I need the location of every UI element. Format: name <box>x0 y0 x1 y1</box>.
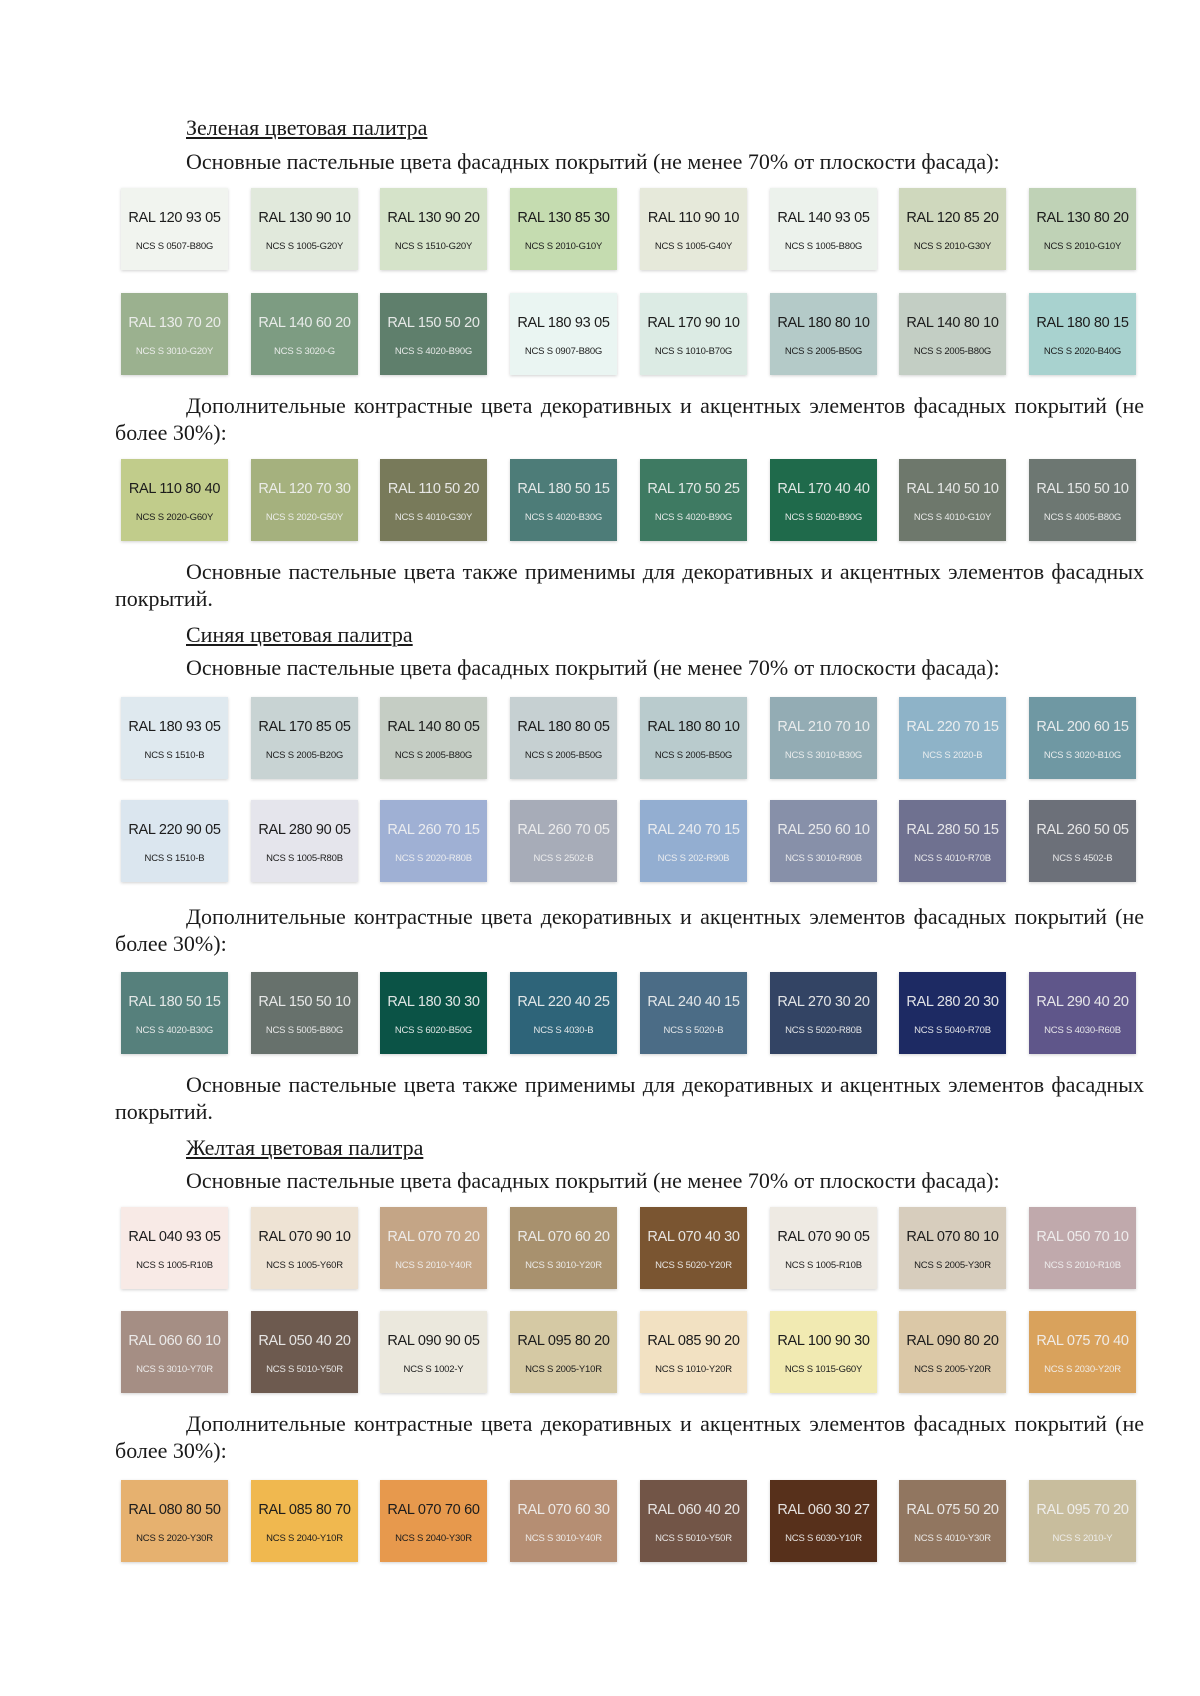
ncs-code: NCS S 2005-B50G <box>654 750 733 761</box>
color-swatch <box>640 1207 747 1289</box>
ral-code: RAL 220 70 15 <box>906 719 999 735</box>
ral-code: RAL 040 93 05 <box>128 1229 221 1245</box>
color-swatch <box>640 188 747 270</box>
color-swatch <box>770 293 877 375</box>
ral-code: RAL 180 50 15 <box>128 994 221 1010</box>
color-swatch <box>510 188 617 270</box>
ral-code: RAL 260 50 05 <box>1036 822 1129 838</box>
color-swatch <box>121 1480 228 1562</box>
swatch-row <box>121 188 1137 270</box>
ncs-code: NCS S 1005-R10B <box>136 1260 213 1271</box>
color-swatch <box>1029 697 1136 779</box>
ncs-code: NCS S 2010-G10Y <box>1043 241 1122 252</box>
ral-code: RAL 180 80 15 <box>1036 315 1129 331</box>
accent-colors-caption: Дополнительные контрастные цвета декоративных и акцентных элементов фасадных покрытий (не более 30%): <box>115 904 1144 956</box>
ral-code: RAL 060 40 20 <box>647 1502 740 1518</box>
color-swatch <box>510 1311 617 1393</box>
color-swatch <box>640 800 747 882</box>
accent-colors-caption: Дополнительные контрастные цвета декоративных и акцентных элементов фасадных покрытий (не более 30%): <box>115 1411 1144 1463</box>
ral-code: RAL 070 40 30 <box>647 1229 740 1245</box>
ncs-code: NCS S 2020-B40G <box>1043 346 1122 357</box>
color-swatch <box>770 697 877 779</box>
ral-code: RAL 120 85 20 <box>906 210 999 226</box>
ncs-code: NCS S 2020-Y30R <box>136 1533 213 1544</box>
ral-code: RAL 180 80 10 <box>647 719 740 735</box>
ral-code: RAL 100 90 30 <box>777 1333 870 1349</box>
ral-code: RAL 180 80 10 <box>777 315 870 331</box>
ncs-code: NCS S 2020-G60Y <box>135 512 214 523</box>
ral-code: RAL 070 90 05 <box>777 1229 870 1245</box>
color-swatch <box>1029 800 1136 882</box>
ral-code: RAL 140 80 05 <box>387 719 480 735</box>
ral-code: RAL 150 50 20 <box>387 315 480 331</box>
color-swatch <box>510 972 617 1054</box>
ncs-code: NCS S 3010-Y20R <box>525 1260 602 1271</box>
color-swatch <box>899 459 1006 541</box>
ral-code: RAL 290 40 20 <box>1036 994 1129 1010</box>
ral-code: RAL 095 70 20 <box>1036 1502 1129 1518</box>
ral-code: RAL 130 80 20 <box>1036 210 1129 226</box>
color-swatch <box>380 697 487 779</box>
ncs-code: NCS S 1005-R80B <box>266 853 343 864</box>
ral-code: RAL 210 70 10 <box>777 719 870 735</box>
ral-code: RAL 090 90 05 <box>387 1333 480 1349</box>
color-swatch <box>121 1207 228 1289</box>
ncs-code: NCS S 2020-B <box>922 750 983 761</box>
ral-code: RAL 240 40 15 <box>647 994 740 1010</box>
color-swatch <box>899 800 1006 882</box>
ncs-code: NCS S 1010-B70G <box>654 346 733 357</box>
color-swatch <box>770 972 877 1054</box>
color-swatch <box>510 1480 617 1562</box>
color-swatch <box>1029 1480 1136 1562</box>
ral-code: RAL 080 80 50 <box>128 1502 221 1518</box>
ncs-code: NCS S 1510-B <box>144 853 205 864</box>
ncs-code: NCS S 1002-Y <box>403 1364 464 1375</box>
swatch-row <box>121 459 1137 541</box>
ncs-code: NCS S 2005-Y20R <box>914 1364 991 1375</box>
color-swatch <box>380 1207 487 1289</box>
color-swatch <box>121 1311 228 1393</box>
color-swatch <box>770 800 877 882</box>
ral-code: RAL 140 60 20 <box>258 315 351 331</box>
color-swatch <box>380 800 487 882</box>
ral-code: RAL 090 80 20 <box>906 1333 999 1349</box>
ncs-code: NCS S 1005-B80G <box>784 241 863 252</box>
ral-code: RAL 085 90 20 <box>647 1333 740 1349</box>
ral-code: RAL 110 50 20 <box>387 481 480 497</box>
ncs-code: NCS S 2010-Y <box>1052 1533 1113 1544</box>
color-swatch <box>640 972 747 1054</box>
color-swatch <box>251 800 358 882</box>
color-swatch <box>899 697 1006 779</box>
color-swatch <box>380 972 487 1054</box>
color-swatch <box>1029 972 1136 1054</box>
ncs-code: NCS S 5005-B80G <box>265 1025 344 1036</box>
ral-code: RAL 070 60 30 <box>517 1502 610 1518</box>
ncs-code: NCS S 2005-Y30R <box>914 1260 991 1271</box>
swatch-row <box>121 697 1137 779</box>
color-swatch <box>510 293 617 375</box>
ral-code: RAL 130 90 20 <box>387 210 480 226</box>
ncs-code: NCS S 2005-B80G <box>913 346 992 357</box>
ral-code: RAL 070 70 20 <box>387 1229 480 1245</box>
color-swatch <box>380 293 487 375</box>
color-swatch <box>770 1480 877 1562</box>
ral-code: RAL 130 90 10 <box>258 210 351 226</box>
ncs-code: NCS S 6020-B50G <box>394 1025 473 1036</box>
ncs-code: NCS S 4502-B <box>1052 853 1113 864</box>
color-swatch <box>380 1480 487 1562</box>
ral-code: RAL 220 90 05 <box>128 822 221 838</box>
section-heading-yellow: Желтая цветовая палитра <box>186 1135 424 1160</box>
ral-code: RAL 140 93 05 <box>777 210 870 226</box>
ral-code: RAL 060 60 10 <box>128 1333 221 1349</box>
ncs-code: NCS S 6030-Y10R <box>785 1533 862 1544</box>
color-swatch <box>380 188 487 270</box>
section-heading-blue: Синяя цветовая палитра <box>186 622 413 647</box>
note-paragraph: Основные пастельные цвета также применимы для декоративных и акцентных элементов фасадных покрытий. <box>115 559 1144 611</box>
ncs-code: NCS S 2030-Y20R <box>1044 1364 1121 1375</box>
swatch-row <box>121 800 1137 882</box>
ral-code: RAL 095 80 20 <box>517 1333 610 1349</box>
ncs-code: NCS S 1015-G60Y <box>784 1364 863 1375</box>
ncs-code: NCS S 2010-Y40R <box>395 1260 472 1271</box>
color-swatch <box>640 459 747 541</box>
ncs-code: NCS S 2010-G30Y <box>913 241 992 252</box>
color-swatch <box>251 459 358 541</box>
ncs-code: NCS S 3020-B10G <box>1043 750 1122 761</box>
color-swatch <box>121 972 228 1054</box>
color-swatch <box>899 1480 1006 1562</box>
main-colors-caption: Основные пастельные цвета фасадных покрытий (не менее 70% от плоскости фасада): <box>186 1168 1000 1193</box>
swatch-row <box>121 293 1137 375</box>
ncs-code: NCS S 4020-B90G <box>654 512 733 523</box>
color-swatch <box>251 697 358 779</box>
ncs-code: NCS S 1005-R10B <box>785 1260 862 1271</box>
ral-code: RAL 140 50 10 <box>906 481 999 497</box>
ral-code: RAL 120 70 30 <box>258 481 351 497</box>
ncs-code: NCS S 2020-G50Y <box>265 512 344 523</box>
ncs-code: NCS S 1510-B <box>144 750 205 761</box>
color-swatch <box>899 1311 1006 1393</box>
ncs-code: NCS S 1005-G40Y <box>654 241 733 252</box>
ncs-code: NCS S 3010-B30G <box>784 750 863 761</box>
ral-code: RAL 260 70 15 <box>387 822 480 838</box>
ncs-code: NCS S 4020-B30G <box>135 1025 214 1036</box>
ral-code: RAL 060 30 27 <box>777 1502 870 1518</box>
ral-code: RAL 110 80 40 <box>128 481 221 497</box>
ncs-code: NCS S 3010-G20Y <box>135 346 214 357</box>
ral-code: RAL 280 90 05 <box>258 822 351 838</box>
color-swatch <box>899 1207 1006 1289</box>
color-swatch <box>121 697 228 779</box>
accent-colors-caption: Дополнительные контрастные цвета декоративных и акцентных элементов фасадных покрытий (не более 30%): <box>115 393 1144 445</box>
ral-code: RAL 260 70 05 <box>517 822 610 838</box>
color-swatch <box>380 459 487 541</box>
ncs-code: NCS S 2040-Y10R <box>266 1533 343 1544</box>
swatch-row <box>121 972 1137 1054</box>
ral-code: RAL 070 70 60 <box>387 1502 480 1518</box>
ncs-code: NCS S 2020-R80B <box>395 853 472 864</box>
ncs-code: NCS S 2005-B50G <box>524 750 603 761</box>
color-swatch <box>121 188 228 270</box>
ral-code: RAL 120 93 05 <box>128 210 221 226</box>
ncs-code: NCS S 4020-B30G <box>524 512 603 523</box>
ral-code: RAL 170 90 10 <box>647 315 740 331</box>
swatch-row <box>121 1480 1137 1562</box>
color-swatch <box>510 800 617 882</box>
color-swatch <box>251 293 358 375</box>
ncs-code: NCS S 5040-R70B <box>914 1025 991 1036</box>
ncs-code: NCS S 3010-Y40R <box>525 1533 602 1544</box>
color-swatch <box>251 972 358 1054</box>
color-swatch <box>251 1311 358 1393</box>
color-swatch <box>640 1311 747 1393</box>
color-swatch <box>251 188 358 270</box>
ncs-code: NCS S 2005-Y10R <box>525 1364 602 1375</box>
color-swatch <box>1029 1207 1136 1289</box>
ral-code: RAL 250 60 10 <box>777 822 870 838</box>
ral-code: RAL 075 50 20 <box>906 1502 999 1518</box>
color-swatch <box>770 1311 877 1393</box>
ncs-code: NCS S 1510-G20Y <box>394 241 473 252</box>
color-swatch <box>770 1207 877 1289</box>
color-swatch <box>770 188 877 270</box>
color-swatch <box>640 1480 747 1562</box>
color-swatch <box>1029 293 1136 375</box>
ral-code: RAL 075 70 40 <box>1036 1333 1129 1349</box>
section-heading-green: Зеленая цветовая палитра <box>186 115 428 140</box>
ral-code: RAL 130 85 30 <box>517 210 610 226</box>
ncs-code: NCS S 1010-Y20R <box>655 1364 732 1375</box>
ral-code: RAL 150 50 10 <box>258 994 351 1010</box>
ncs-code: NCS S 3010-Y70R <box>136 1364 213 1375</box>
ral-code: RAL 070 80 10 <box>906 1229 999 1245</box>
ral-code: RAL 280 20 30 <box>906 994 999 1010</box>
ral-code: RAL 130 70 20 <box>128 315 221 331</box>
ral-code: RAL 200 60 15 <box>1036 719 1129 735</box>
ncs-code: NCS S 5020-R80B <box>785 1025 862 1036</box>
color-swatch <box>1029 1311 1136 1393</box>
ral-code: RAL 140 80 10 <box>906 315 999 331</box>
ral-code: RAL 170 40 40 <box>777 481 870 497</box>
ncs-code: NCS S 1005-Y60R <box>266 1260 343 1271</box>
ncs-code: NCS S 0907-B80G <box>524 346 603 357</box>
ral-code: RAL 050 40 20 <box>258 1333 351 1349</box>
color-swatch <box>251 1480 358 1562</box>
main-colors-caption: Основные пастельные цвета фасадных покрытий (не менее 70% от плоскости фасада): <box>186 149 1000 174</box>
ral-code: RAL 170 85 05 <box>258 719 351 735</box>
ral-code: RAL 085 80 70 <box>258 1502 351 1518</box>
color-swatch <box>380 1311 487 1393</box>
ncs-code: NCS S 2005-B20G <box>265 750 344 761</box>
ncs-code: NCS S 5020-B90G <box>784 512 863 523</box>
ral-code: RAL 270 30 20 <box>777 994 870 1010</box>
ral-code: RAL 070 90 10 <box>258 1229 351 1245</box>
ncs-code: NCS S 4010-G10Y <box>913 512 992 523</box>
color-swatch <box>121 293 228 375</box>
ncs-code: NCS S 4010-R70B <box>914 853 991 864</box>
ncs-code: NCS S 4020-B90G <box>394 346 473 357</box>
ral-code: RAL 150 50 10 <box>1036 481 1129 497</box>
ral-code: RAL 110 90 10 <box>647 210 740 226</box>
color-swatch <box>899 972 1006 1054</box>
color-swatch <box>899 293 1006 375</box>
color-swatch <box>1029 459 1136 541</box>
ncs-code: NCS S 2005-B80G <box>394 750 473 761</box>
ncs-code: NCS S 202-R90B <box>657 853 730 864</box>
color-swatch <box>770 459 877 541</box>
ncs-code: NCS S 4005-B80G <box>1043 512 1122 523</box>
color-swatch <box>510 1207 617 1289</box>
ncs-code: NCS S 2010-G10Y <box>524 241 603 252</box>
ncs-code: NCS S 4030-R60B <box>1044 1025 1121 1036</box>
ncs-code: NCS S 1005-G20Y <box>265 241 344 252</box>
ncs-code: NCS S 3010-R90B <box>785 853 862 864</box>
ral-code: RAL 070 60 20 <box>517 1229 610 1245</box>
ral-code: RAL 180 50 15 <box>517 481 610 497</box>
ral-code: RAL 180 80 05 <box>517 719 610 735</box>
ncs-code: NCS S 5010-Y50R <box>266 1364 343 1375</box>
ncs-code: NCS S 2005-B50G <box>784 346 863 357</box>
ncs-code: NCS S 4030-B <box>533 1025 594 1036</box>
swatch-row <box>121 1311 1137 1393</box>
ncs-code: NCS S 4010-G30Y <box>394 512 473 523</box>
color-swatch <box>640 293 747 375</box>
ral-code: RAL 280 50 15 <box>906 822 999 838</box>
ncs-code: NCS S 3020-G <box>274 346 335 357</box>
ral-code: RAL 180 93 05 <box>517 315 610 331</box>
color-swatch <box>640 697 747 779</box>
ncs-code: NCS S 5020-B <box>663 1025 724 1036</box>
ncs-code: NCS S 5010-Y50R <box>655 1533 732 1544</box>
color-swatch <box>510 459 617 541</box>
swatch-row <box>121 1207 1137 1289</box>
color-swatch <box>1029 188 1136 270</box>
ral-code: RAL 050 70 10 <box>1036 1229 1129 1245</box>
ral-code: RAL 170 50 25 <box>647 481 740 497</box>
color-swatch <box>510 697 617 779</box>
color-swatch <box>251 1207 358 1289</box>
color-swatch <box>899 188 1006 270</box>
note-paragraph: Основные пастельные цвета также применимы для декоративных и акцентных элементов фасадных покрытий. <box>115 1072 1144 1124</box>
ral-code: RAL 220 40 25 <box>517 994 610 1010</box>
ncs-code: NCS S 0507-B80G <box>135 241 214 252</box>
color-swatch <box>121 459 228 541</box>
color-swatch <box>121 800 228 882</box>
ral-code: RAL 240 70 15 <box>647 822 740 838</box>
ncs-code: NCS S 4010-Y30R <box>914 1533 991 1544</box>
ncs-code: NCS S 2502-B <box>533 853 594 864</box>
ncs-code: NCS S 2040-Y30R <box>395 1533 472 1544</box>
ral-code: RAL 180 30 30 <box>387 994 480 1010</box>
ral-code: RAL 180 93 05 <box>128 719 221 735</box>
ncs-code: NCS S 5020-Y20R <box>655 1260 732 1271</box>
ncs-code: NCS S 2010-R10B <box>1044 1260 1121 1271</box>
main-colors-caption: Основные пастельные цвета фасадных покрытий (не менее 70% от плоскости фасада): <box>186 655 1000 680</box>
